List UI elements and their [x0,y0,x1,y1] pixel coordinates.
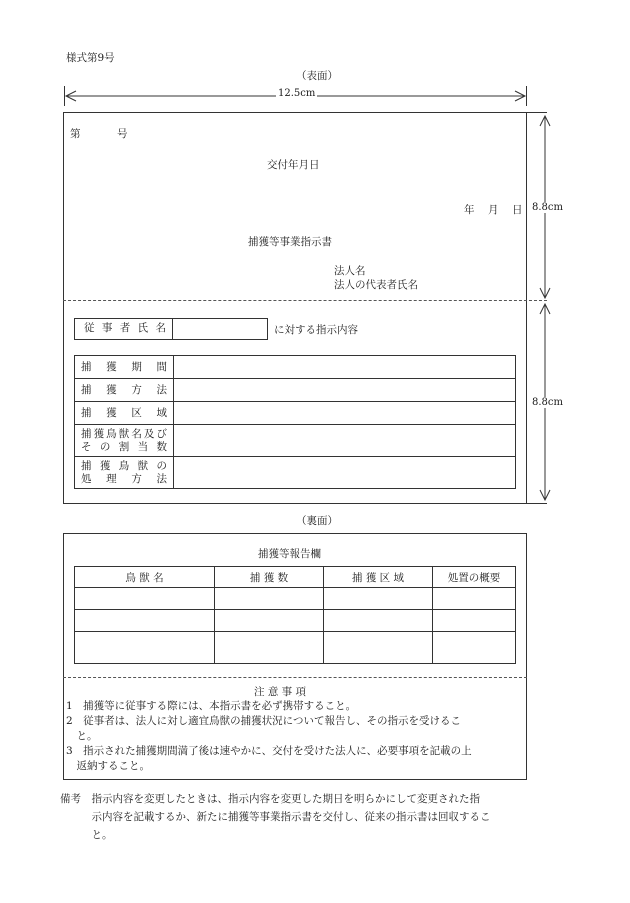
row-label: 捕獲鳥獣名及び そ の 割 当 数 [75,425,174,457]
row-value [174,425,516,457]
height-dim-top-tick [527,112,547,113]
notes-title: 注 意 事 項 [254,686,307,698]
worker-suffix: に対する指示内容 [274,324,358,336]
front-side-label: （表面） [296,70,338,82]
note-line: 2 従事者は、法人に対し適宜鳥獣の捕獲状況について報告し、その指示を受けるこ [66,715,461,727]
corp-rep-label: 法人の代表者氏名 [334,279,418,291]
row-label: 捕 獲 区 域 [75,402,174,425]
height-dim-bottom-tick [527,503,547,504]
table-row [75,457,516,489]
corp-name-label: 法人名 [334,265,366,277]
issue-date-label: 交付年月日 [267,159,320,171]
col-header: 捕 獲 区 域 [324,567,433,588]
table-row [75,379,516,402]
date-year: 年 [464,204,475,216]
number-label: 第 [70,128,81,140]
row-value [174,457,516,489]
remarks-line: 備考 指示内容を変更したときは、指示内容を変更した期日を明らかにして変更された指 [60,793,480,805]
table-row [75,588,516,610]
width-dim-label: 12.5cm [278,88,316,99]
note-line: 1 捕獲等に従事する際には、本指示書を必ず携帯すること。 [66,700,357,712]
date-day: 日 [512,204,523,216]
back-card-divider [63,677,527,678]
worker-name-divider [172,318,173,340]
row-value [174,379,516,402]
row-label: 捕 獲 方 法 [75,379,174,402]
form-number: 様式第9号 [66,52,115,64]
doc-title: 捕獲等事業指示書 [248,236,332,248]
date-month: 月 [488,204,499,216]
worker-name-label: 従 事 者 氏 名 [84,322,166,334]
table-header-row [75,567,516,588]
note-line: 返納すること。 [66,760,150,772]
col-header: 捕 獲 数 [215,567,324,588]
remarks-line: 示内容を記載するか、新たに捕獲等事業指示書を交付し、従来の指示書は回収するこ [60,811,491,823]
remarks-line: と。 [60,829,113,841]
row-label: 捕 獲 鳥 獣 の 処 理 方 法 [75,457,174,489]
table-row [75,425,516,457]
row-value [174,356,516,379]
table-row [75,610,516,632]
row-label: 捕 獲 期 間 [75,356,174,379]
front-card-divider [63,300,547,301]
instruction-table [74,355,516,489]
table-row [75,356,516,379]
row-value [174,402,516,425]
number-suffix: 号 [117,128,128,140]
report-title: 捕獲等報告欄 [258,548,321,560]
height-dim-top-label: 8.8cm [532,202,563,213]
table-row [75,632,516,664]
note-line: と。 [66,730,98,742]
note-line: 3 指示された捕獲期間満了後は速やかに、交付を受けた法人に、必要事項を記載の上 [66,745,472,757]
report-table [74,566,516,664]
height-dim-bottom-label: 8.8cm [532,397,563,408]
col-header: 鳥 獣 名 [75,567,215,588]
back-side-label: （裏面） [296,515,338,527]
col-header: 処置の概要 [433,567,516,588]
table-row [75,402,516,425]
